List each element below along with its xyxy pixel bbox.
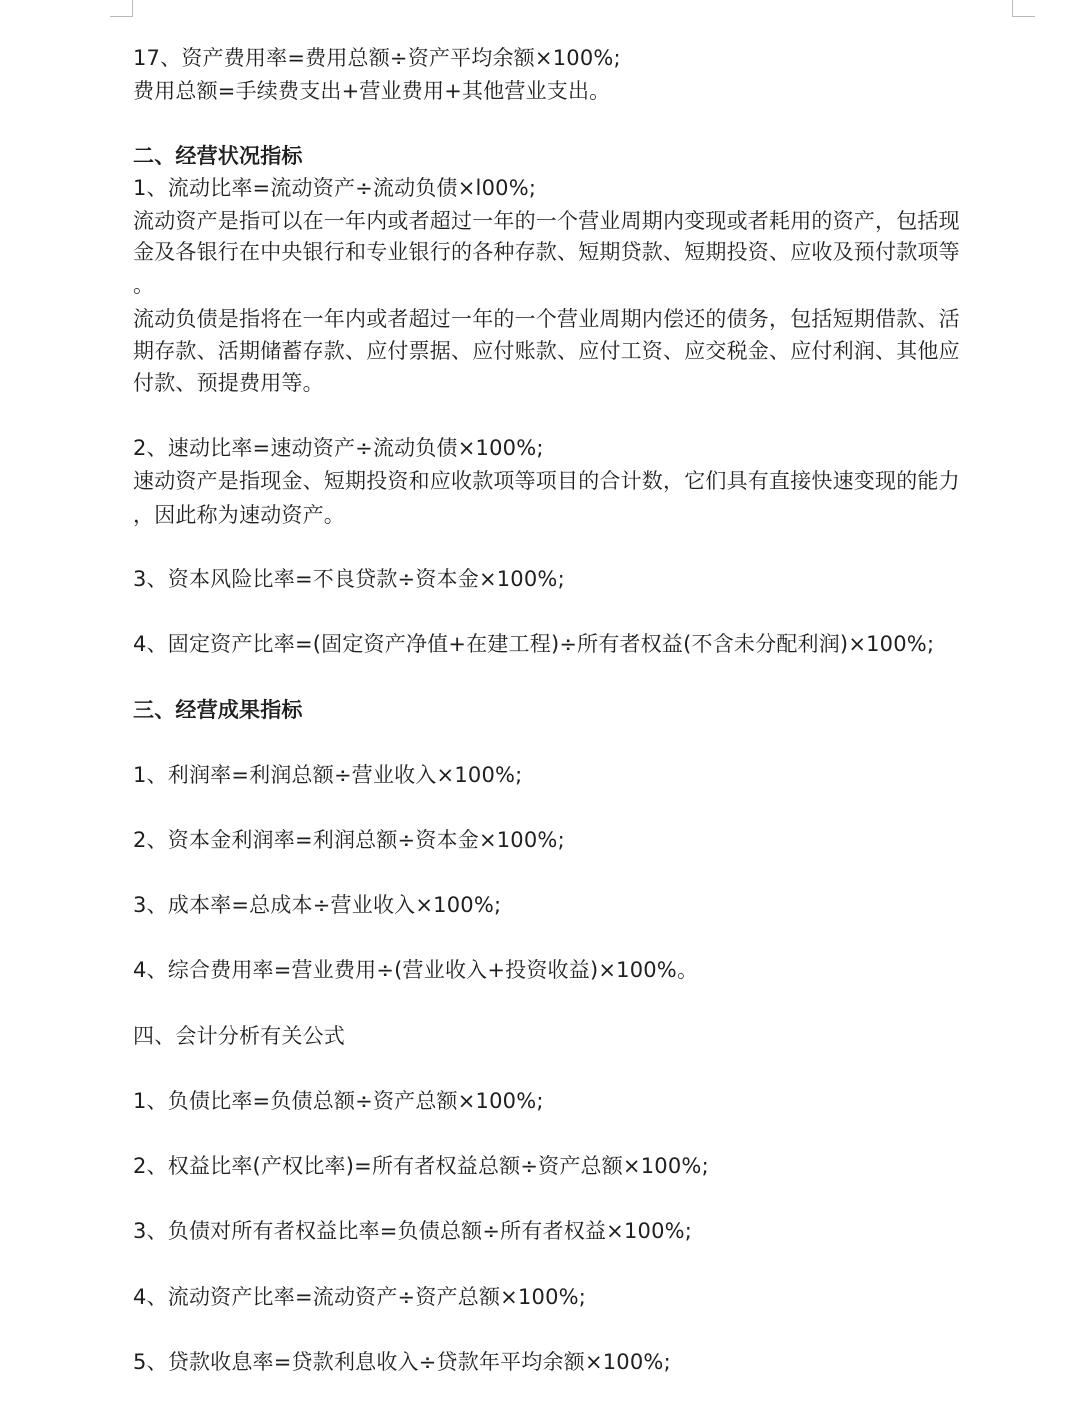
formula-line: 2、权益比率(产权比率)=所有者权益总额÷资产总额×100%;: [133, 1154, 709, 1178]
formula-line: 3、资本风险比率=不良贷款÷资本金×100%;: [133, 567, 565, 591]
section-heading: 三、经营成果指标: [133, 698, 303, 722]
formula-line: 4、综合费用率=营业费用÷(营业收入+投资收益)×100%。: [133, 958, 699, 982]
formula-line: 3、成本率=总成本÷营业收入×100%;: [133, 893, 502, 917]
formula-line: 1、利润率=利润总额÷营业收入×100%;: [133, 763, 523, 787]
text-line: 流动负债是指将在一年内或者超过一年的一个营业周期内偿还的债务，包括短期借款、活: [133, 307, 960, 331]
page-corner-mark-left: [110, 0, 133, 17]
text-line: ，因此称为速动资产。: [133, 503, 345, 527]
formula-line: 1、负债比率=负债总额÷资产总额×100%;: [133, 1089, 544, 1113]
formula-line: 4、固定资产比率=(固定资产净值+在建工程)÷所有者权益(不含未分配利润)×100%;: [133, 632, 935, 656]
page-corner-mark-right: [1012, 0, 1035, 17]
text-line: 速动资产是指现金、短期投资和应收款项等项目的合计数，它们具有直接快速变现的能力: [133, 469, 960, 493]
formula-line: 4、流动资产比率=流动资产÷资产总额×100%;: [133, 1285, 587, 1309]
text-line: 。: [133, 273, 155, 297]
text-line: 期存款、活期储蓄存款、应付票据、应付账款、应付工资、应交税金、应付利润、其他应: [133, 339, 960, 363]
formula-line: 17、资产费用率=费用总额÷资产平均余额×100%;: [133, 46, 621, 70]
section-heading: 四、会计分析有关公式: [133, 1024, 345, 1048]
formula-line: 2、速动比率=速动资产÷流动负债×100%;: [133, 436, 544, 460]
text-line: 付款、预提费用等。: [133, 371, 324, 395]
formula-line: 5、贷款收息率=贷款利息收入÷贷款年平均余额×100%;: [133, 1350, 671, 1374]
section-heading: 二、经营状况指标: [133, 144, 303, 168]
text-line: 流动资产是指可以在一年内或者超过一年的一个营业周期内变现或者耗用的资产，包括现: [133, 209, 960, 233]
formula-line: 2、资本金利润率=利润总额÷资本金×100%;: [133, 828, 565, 852]
formula-line: 3、负债对所有者权益比率=负债总额÷所有者权益×100%;: [133, 1219, 693, 1243]
text-line: 金及各银行在中央银行和专业银行的各种存款、短期贷款、短期投资、应收及预付款项等: [133, 240, 960, 264]
text-line: 费用总额=手续费支出+营业费用+其他营业支出。: [133, 79, 611, 103]
formula-line: 1、流动比率=流动资产÷流动负债×l00%;: [133, 176, 537, 200]
